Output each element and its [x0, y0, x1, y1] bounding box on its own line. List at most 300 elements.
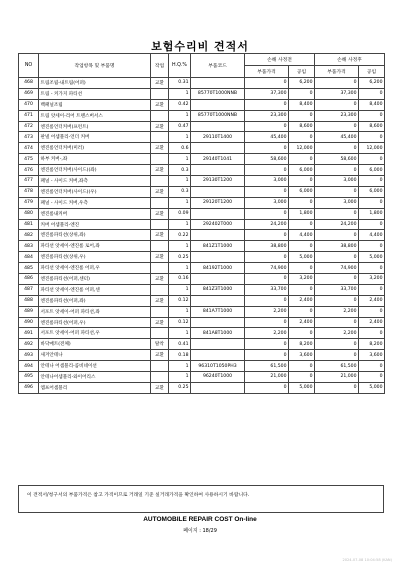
cell-code: 29110T1400	[191, 132, 245, 143]
table-row	[19, 186, 385, 197]
table-row	[19, 78, 385, 89]
cell-work	[151, 197, 169, 208]
cell-no: 480	[19, 208, 39, 219]
cell-after-labor: 0	[359, 306, 385, 317]
cell-item: 백패널조립	[39, 99, 151, 110]
cell-before-part-price: 0	[245, 99, 289, 110]
table-row	[19, 165, 385, 176]
table-row	[19, 372, 385, 383]
cell-before-labor: 8,200	[289, 339, 315, 350]
table-row	[19, 132, 385, 143]
cell-before-labor: 6,000	[289, 186, 315, 197]
cell-after-part-price: 0	[315, 230, 359, 241]
header-before-labor: 공임	[289, 66, 315, 78]
cell-code	[191, 350, 245, 361]
cell-work: 교환	[151, 121, 169, 132]
cell-item: 파티션 앗세이-엔진룸 어퍼,센	[39, 284, 151, 295]
cell-before-labor: 2,400	[289, 317, 315, 328]
cell-after-labor: 5,000	[359, 382, 385, 393]
cell-hq: 1	[169, 88, 191, 99]
cell-work	[151, 110, 169, 121]
cell-item: 패널 - 사이드 커버,우측	[39, 197, 151, 208]
header-code: 부품코드	[191, 54, 245, 78]
cell-after-part-price: 2,200	[315, 306, 359, 317]
cell-work	[151, 132, 169, 143]
cell-before-labor: 0	[289, 154, 315, 165]
table-row	[19, 197, 385, 208]
header-before: 손해 사정전	[245, 54, 315, 66]
table-row	[19, 121, 385, 132]
cell-after-part-price: 3,000	[315, 176, 359, 187]
cell-hq: 0.47	[169, 121, 191, 132]
cell-after-part-price: 0	[315, 350, 359, 361]
cell-after-labor: 0	[359, 176, 385, 187]
cell-before-part-price: 3,000	[245, 197, 289, 208]
cell-before-labor: 5,000	[289, 252, 315, 263]
cell-after-labor: 2,400	[359, 295, 385, 306]
cell-no: 487	[19, 284, 39, 295]
cell-item: 패널 - 사이드 커버,좌측	[39, 176, 151, 187]
cell-after-part-price: 21,000	[315, 372, 359, 383]
cell-hq: 1	[169, 197, 191, 208]
cell-no: 493	[19, 350, 39, 361]
cell-before-part-price: 58,600	[245, 154, 289, 165]
cell-before-part-price: 0	[245, 121, 289, 132]
cell-after-labor: 4,400	[359, 230, 385, 241]
cell-no: 492	[19, 339, 39, 350]
cell-before-part-price: 21,000	[245, 372, 289, 383]
cell-before-part-price: 23,300	[245, 110, 289, 121]
cell-before-part-price: 0	[245, 295, 289, 306]
cell-hq: 0.12	[169, 295, 191, 306]
cell-no: 478	[19, 186, 39, 197]
cell-after-part-price: 23,300	[315, 110, 359, 121]
cell-item: 바닥매트(전체)	[39, 339, 151, 350]
cell-item: 트림 앗세이-리어 트랜스버서스	[39, 110, 151, 121]
cell-after-labor: 0	[359, 263, 385, 274]
cell-after-part-price: 0	[315, 252, 359, 263]
cell-no: 481	[19, 219, 39, 230]
cell-after-labor: 3,200	[359, 274, 385, 285]
cell-code	[191, 208, 245, 219]
page-number: 페이지 : 18/29	[183, 528, 217, 534]
cell-work: 교환	[151, 274, 169, 285]
cell-before-part-price: 61,500	[245, 361, 289, 372]
cell-work: 교환	[151, 165, 169, 176]
table-row	[19, 339, 385, 350]
cell-hq: 0.42	[169, 99, 191, 110]
cell-before-labor: 0	[289, 197, 315, 208]
cell-item: 엔진룸파티션(상위,우)	[39, 252, 151, 263]
cell-before-labor: 0	[289, 372, 315, 383]
cell-item: 엔진룸언더커버(미러)	[39, 143, 151, 154]
cell-before-labor: 1,800	[289, 208, 315, 219]
cell-code	[191, 382, 245, 393]
cell-after-labor: 6,000	[359, 186, 385, 197]
cell-hq: 1	[169, 219, 191, 230]
cell-before-labor: 12,000	[289, 143, 315, 154]
cell-item: 서포트 앗세이-어퍼 파티션,우	[39, 328, 151, 339]
cell-after-part-price: 0	[315, 121, 359, 132]
cell-code: 85770T1000NNB	[191, 88, 245, 99]
cell-code: 841A7T1000	[191, 306, 245, 317]
cell-work: 교환	[151, 252, 169, 263]
cell-hq: 0.12	[169, 317, 191, 328]
cell-after-labor: 12,000	[359, 143, 385, 154]
cell-no: 474	[19, 143, 39, 154]
cell-after-labor: 0	[359, 328, 385, 339]
cell-code: 841A8T1000	[191, 328, 245, 339]
cell-no: 476	[19, 165, 39, 176]
cell-before-labor: 0	[289, 328, 315, 339]
cell-code	[191, 186, 245, 197]
cell-work	[151, 88, 169, 99]
header-no: NO	[19, 54, 39, 78]
cell-item: 안테나 어셈블리-콤비네이션	[39, 361, 151, 372]
cell-no: 495	[19, 372, 39, 383]
cell-after-labor: 6,000	[359, 165, 385, 176]
cell-hq: 0.31	[169, 78, 191, 89]
cell-no: 479	[19, 197, 39, 208]
cell-after-part-price: 37,300	[315, 88, 359, 99]
cell-no: 484	[19, 252, 39, 263]
table-row	[19, 154, 385, 165]
cell-item: 엔진룸언더커버(프런트)	[39, 121, 151, 132]
cell-work	[151, 263, 169, 274]
cell-no: 485	[19, 263, 39, 274]
cell-work: 교환	[151, 317, 169, 328]
header-work: 작업	[151, 54, 169, 78]
cell-no: 494	[19, 361, 39, 372]
cell-before-labor: 6,000	[289, 165, 315, 176]
cell-hq: 0.18	[169, 350, 191, 361]
cell-before-part-price: 0	[245, 252, 289, 263]
cell-after-part-price: 33,700	[315, 284, 359, 295]
cell-no: 477	[19, 176, 39, 187]
cell-after-labor: 0	[359, 372, 385, 383]
cell-before-labor: 0	[289, 219, 315, 230]
cell-hq: 1	[169, 263, 191, 274]
cell-code	[191, 165, 245, 176]
cell-hq: 0.25	[169, 252, 191, 263]
header-after-labor: 공임	[359, 66, 385, 78]
cell-before-labor: 0	[289, 110, 315, 121]
cell-hq: 0.22	[169, 230, 191, 241]
cell-after-part-price: 58,600	[315, 154, 359, 165]
cell-item: 서포트 앗세이-어퍼 파티션,좌	[39, 306, 151, 317]
header-item: 작업항목 및 부품명	[39, 54, 151, 78]
cell-code	[191, 121, 245, 132]
cell-hq: 0.3	[169, 186, 191, 197]
cell-after-labor: 8,600	[359, 121, 385, 132]
cell-before-part-price: 0	[245, 382, 289, 393]
cell-hq: 1	[169, 154, 191, 165]
cell-no: 468	[19, 78, 39, 89]
table-body	[19, 78, 385, 394]
cell-after-labor: 0	[359, 241, 385, 252]
cell-before-labor: 2,400	[289, 295, 315, 306]
cell-item: 커버 어셈블리-엔진	[39, 219, 151, 230]
cell-after-labor: 2,400	[359, 317, 385, 328]
cell-work	[151, 372, 169, 383]
cell-code	[191, 274, 245, 285]
table-row	[19, 263, 385, 274]
cell-code: 292402T000	[191, 219, 245, 230]
cell-no: 483	[19, 241, 39, 252]
cell-before-part-price: 0	[245, 339, 289, 350]
cell-no: 488	[19, 295, 39, 306]
cell-work	[151, 284, 169, 295]
cell-hq: 1	[169, 372, 191, 383]
cell-no: 472	[19, 121, 39, 132]
table-row	[19, 88, 385, 99]
estimate-table	[18, 53, 385, 394]
header-after: 손해 사정후	[315, 54, 385, 66]
price-notice: 이 견적서/청구서의 부품가격은 참고 가격이므로 거래일 기준 실거래가격을 확인하여 사용하시기 바랍니다.	[18, 485, 384, 513]
cell-before-part-price: 0	[245, 165, 289, 176]
cell-item: 엔진룸언더커버(사이드)(좌)	[39, 165, 151, 176]
cell-no: 489	[19, 306, 39, 317]
cell-after-labor: 0	[359, 110, 385, 121]
cell-code	[191, 143, 245, 154]
cell-after-labor: 3,600	[359, 350, 385, 361]
cell-code: 96310T1050PH3	[191, 361, 245, 372]
cell-no: 486	[19, 274, 39, 285]
cell-after-labor: 8,200	[359, 339, 385, 350]
cell-after-part-price: 0	[315, 78, 359, 89]
cell-no: 482	[19, 230, 39, 241]
table-header-row	[19, 54, 385, 66]
cell-item: 엔진룸파티션(어퍼,센터)	[39, 274, 151, 285]
cell-code: 841Z3T1000	[191, 284, 245, 295]
cell-no: 471	[19, 110, 39, 121]
cell-work: 교환	[151, 143, 169, 154]
cell-code: 29140T1041	[191, 154, 245, 165]
cell-before-part-price: 33,700	[245, 284, 289, 295]
cell-after-part-price: 0	[315, 339, 359, 350]
table-row	[19, 295, 385, 306]
cell-item: 새겨안테나	[39, 350, 151, 361]
cell-no: 469	[19, 88, 39, 99]
table-row	[19, 350, 385, 361]
cell-after-part-price: 0	[315, 99, 359, 110]
cell-item: 엔진룸파티션(어퍼,좌)	[39, 295, 151, 306]
cell-after-part-price: 61,500	[315, 361, 359, 372]
cell-code	[191, 317, 245, 328]
table-row	[19, 110, 385, 121]
cell-before-part-price: 2,200	[245, 306, 289, 317]
cell-code: 84192T1000	[191, 263, 245, 274]
cell-work: 교환	[151, 186, 169, 197]
cell-code	[191, 295, 245, 306]
table-row	[19, 274, 385, 285]
cell-item: 엔진룸내커버	[39, 208, 151, 219]
cell-after-labor: 0	[359, 361, 385, 372]
header-after-part-price: 부품가격	[315, 66, 359, 78]
cell-hq: 0.09	[169, 208, 191, 219]
cell-hq: 0.6	[169, 143, 191, 154]
cell-after-part-price: 0	[315, 143, 359, 154]
cell-before-part-price: 2,200	[245, 328, 289, 339]
cell-work: 교환	[151, 295, 169, 306]
cell-before-labor: 5,000	[289, 382, 315, 393]
table-row	[19, 306, 385, 317]
cell-after-part-price: 0	[315, 295, 359, 306]
cell-hq: 0.25	[169, 382, 191, 393]
cell-hq: 1	[169, 361, 191, 372]
cell-after-labor: 8,400	[359, 99, 385, 110]
cell-before-part-price: 24,200	[245, 219, 289, 230]
cell-after-labor: 1,800	[359, 208, 385, 219]
cell-hq: 1	[169, 176, 191, 187]
cell-work: 교환	[151, 230, 169, 241]
table-row	[19, 99, 385, 110]
cell-code	[191, 252, 245, 263]
cell-work: 교환	[151, 350, 169, 361]
cell-item: 엔진룸파티션(상위,좌)	[39, 230, 151, 241]
cell-before-labor: 0	[289, 263, 315, 274]
cell-before-part-price: 45,400	[245, 132, 289, 143]
cell-before-labor: 0	[289, 361, 315, 372]
cell-code	[191, 99, 245, 110]
cell-code	[191, 230, 245, 241]
cell-work	[151, 176, 169, 187]
cell-before-labor: 3,600	[289, 350, 315, 361]
cell-no: 470	[19, 99, 39, 110]
cell-item: 엔진룸파티션(어퍼,우)	[39, 317, 151, 328]
cell-after-part-price: 38,800	[315, 241, 359, 252]
table-row	[19, 361, 385, 372]
header-before-part-price: 부품가격	[245, 66, 289, 78]
cell-after-labor: 0	[359, 132, 385, 143]
cell-work	[151, 241, 169, 252]
cell-before-labor: 4,400	[289, 230, 315, 241]
cell-hq: 1	[169, 284, 191, 295]
cell-item: 하부 커버-,좌	[39, 154, 151, 165]
cell-after-labor: 0	[359, 154, 385, 165]
table-row	[19, 284, 385, 295]
table-row	[19, 230, 385, 241]
cell-after-labor: 6,200	[359, 78, 385, 89]
table-row	[19, 317, 385, 328]
cell-item: 트림 - 커가지 파티션	[39, 88, 151, 99]
cell-work	[151, 154, 169, 165]
cell-hq: 0.16	[169, 274, 191, 285]
cell-after-part-price: 3,000	[315, 197, 359, 208]
cell-after-part-price: 0	[315, 382, 359, 393]
cell-code: 96240T1000	[191, 372, 245, 383]
table-row	[19, 382, 385, 393]
cell-before-labor: 8,400	[289, 99, 315, 110]
cell-after-part-price: 0	[315, 186, 359, 197]
cell-after-labor: 0	[359, 284, 385, 295]
cell-work: 교환	[151, 78, 169, 89]
cell-item: 엠프어셈블리	[39, 382, 151, 393]
cell-code: 85770T1000NNB	[191, 110, 245, 121]
cell-no: 490	[19, 317, 39, 328]
cell-before-labor: 0	[289, 284, 315, 295]
cell-code	[191, 339, 245, 350]
document-title: 보험수리비 견적서	[151, 40, 249, 53]
cell-after-labor: 0	[359, 219, 385, 230]
cell-before-part-price: 0	[245, 143, 289, 154]
cell-work: 탈착	[151, 339, 169, 350]
cell-code: 29130T1200	[191, 176, 245, 187]
cell-before-part-price: 0	[245, 208, 289, 219]
cell-hq: 0.3	[169, 165, 191, 176]
cell-no: 491	[19, 328, 39, 339]
cell-before-labor: 0	[289, 88, 315, 99]
cell-hq: 1	[169, 110, 191, 121]
cell-work: 교환	[151, 382, 169, 393]
table-row	[19, 241, 385, 252]
cell-item: 안테나어셈블리-와이어리스	[39, 372, 151, 383]
cell-before-labor: 0	[289, 306, 315, 317]
cell-work	[151, 361, 169, 372]
cell-after-part-price: 74,900	[315, 263, 359, 274]
cell-item: 엔진룸언더커버(사이드)(우)	[39, 186, 151, 197]
table-row	[19, 176, 385, 187]
cell-before-part-price: 0	[245, 350, 289, 361]
cell-before-labor: 6,200	[289, 78, 315, 89]
cell-hq: 1	[169, 306, 191, 317]
cell-after-part-price: 0	[315, 208, 359, 219]
cell-code: 29120T1200	[191, 197, 245, 208]
cell-after-labor: 0	[359, 88, 385, 99]
cell-no: 473	[19, 132, 39, 143]
cell-before-part-price: 0	[245, 317, 289, 328]
table-row	[19, 208, 385, 219]
cell-after-part-price: 24,200	[315, 219, 359, 230]
cell-code	[191, 78, 245, 89]
cell-before-part-price: 0	[245, 186, 289, 197]
cell-item: 파티션 앗세이-엔진룸 로어,좌	[39, 241, 151, 252]
cell-item: 트림조립-내트림(어퍼)	[39, 78, 151, 89]
cell-hq: 1	[169, 328, 191, 339]
cell-work: 교환	[151, 99, 169, 110]
table-row	[19, 143, 385, 154]
cell-code: 841Z1T1000	[191, 241, 245, 252]
cell-before-labor: 3,200	[289, 274, 315, 285]
cell-after-part-price: 2,200	[315, 328, 359, 339]
footer-title: AUTOMOBILE REPAIR COST On-line	[143, 516, 257, 523]
print-timestamp: 2024-07-08 10:04:58 (KAN)	[342, 558, 392, 562]
cell-no: 475	[19, 154, 39, 165]
cell-before-labor: 0	[289, 241, 315, 252]
cell-before-part-price: 3,000	[245, 176, 289, 187]
cell-work	[151, 306, 169, 317]
cell-before-labor: 0	[289, 176, 315, 187]
cell-hq: 1	[169, 132, 191, 143]
cell-before-part-price: 0	[245, 230, 289, 241]
cell-before-labor: 0	[289, 132, 315, 143]
cell-before-part-price: 74,900	[245, 263, 289, 274]
cell-after-labor: 0	[359, 197, 385, 208]
cell-work: 교환	[151, 208, 169, 219]
cell-hq: 1	[169, 241, 191, 252]
cell-hq: 0.41	[169, 339, 191, 350]
cell-before-part-price: 0	[245, 78, 289, 89]
cell-after-part-price: 45,400	[315, 132, 359, 143]
cell-item: 판넬 어셈블리-언더 커버	[39, 132, 151, 143]
cell-before-part-price: 38,800	[245, 241, 289, 252]
cell-work	[151, 219, 169, 230]
cell-after-part-price: 0	[315, 317, 359, 328]
cell-after-part-price: 0	[315, 274, 359, 285]
header-hq: H.Q.%	[169, 54, 191, 78]
cell-no: 496	[19, 382, 39, 393]
cell-after-part-price: 0	[315, 165, 359, 176]
